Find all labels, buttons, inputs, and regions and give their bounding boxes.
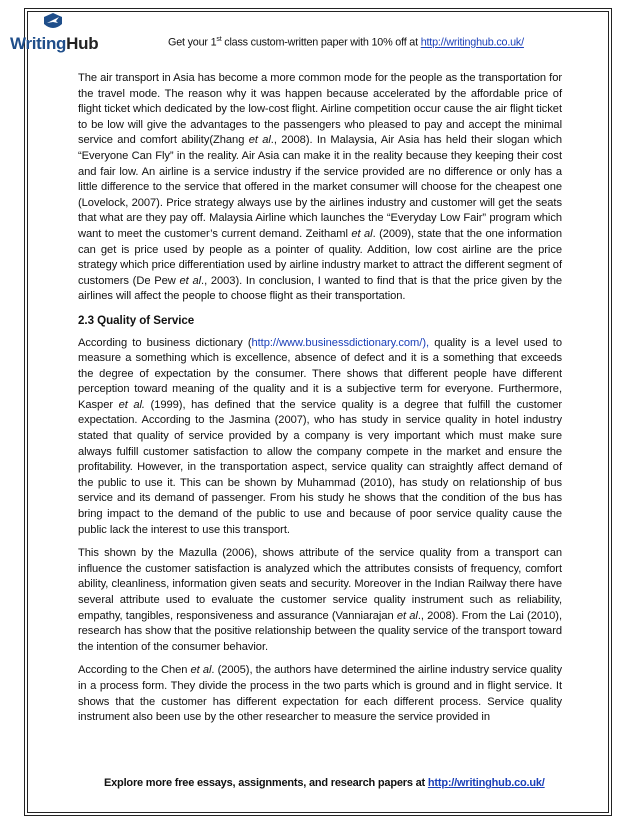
header-link[interactable]: http://writinghub.co.uk/ [420, 36, 524, 49]
paragraph-air-transport: The air transport in Asia has become a more common mode for the people as the transportation for the travel mode. The reason why it was happen because accelerated by the affordable price of flight ticket which dedicated by the low-cost flight. Airline competition occur cause the air flight ticket to be low will give the advantages to the passengers who pleased to pay and accept the minimal service and comfort ability(Zhang et al., 2008). In Malaysia, Air Asia has held their slogan which “Everyone Can Fly” in the reality. Air Asia can make it in the reality because they keeping their cost and fair low. An airline is a service industry if the service provided are no difference or only has a little difference to the service that offered in the market consumer will choose for the cheapest one (Lovelock, 2007). Price strategy always use by the airlines industry and customer will get the seats that what are they pay off. Malaysia Airline which launches the “Everyday Low Fair” program which want to meet the customer’s current demand. Zeithaml et al. (2009), state that the one information can get is price used by people as a pointer of quality. Addition, low cost airline are the price strategy which price differentiation used by airline industry market to attract the different segment of customers (De Pew et al., 2003). In conclusion, I wanted to find that is that the price given by the airlines will affect the people to choose flight as their transportation. [78, 72, 562, 303]
airplane-badge-icon [42, 12, 64, 32]
document-body [78, 71, 562, 734]
logo-wordmark: WritingHub [10, 34, 99, 53]
writinghub-logo[interactable] [8, 12, 98, 60]
paragraph-mazulla: This shown by the Mazulla (2006), shows attribute of the service quality from a transport can influence the customer satisfaction is analyzed which the attributes consists of frequency, comfort ability, cleanliness, information given seats and security. Moreover in the Indian Railway there have several attribute used to evaluate the customer service quality instrument such as reliability, empathy, tangibles, responsiveness and assurance (Vanniarajan et al., 2008). From the Lai (2010), research has show that the positive relationship between the quality service of the transport toward the intention of the consumer behavior. [78, 547, 562, 653]
paragraph-chen: According to the Chen et al. (2005), the authors have determined the airline industry service quality in a process form. They divide the process in the two parts which is ground and in flight service. It shows that the customer has different expectation for each different process. Service quality instrument also been use by the other researcher to measure the service provided in [78, 664, 563, 724]
footer-link[interactable]: http://writinghub.co.uk/ [427, 777, 545, 789]
section-heading: 2.3 Quality of Service [78, 313, 195, 327]
promo-header: Get your 1st class custom-written paper with 10% off at http://writinghub.co.uk/ [168, 36, 524, 49]
paragraph-quality-definition: According to business dictionary (http://www.businessdictionary.com/), quality is a level used to measure a something which is excellence, absence of defect and it is a something that exceeds the degree of expectation by the consumer. There shows that different people have different perception toward meaning of the quality and it is a subjective term for everyone. Furthermore, Kasper et al. (1999), has defined that the service quality is a degree that fulfill the customer expectation. According to the Jasmina (2007), who has study in service quality in hotel industry stated that quality of service provided by a company is very important which must make sure always fulfill customer satisfaction to allow the company compete in the market and ensure the profitability. However, in the transportation aspect, service quality can straightly affect demand of the public to use it. This can be shown by Muhammad (2010), has study on relationship of bus service and its demand of passenger. From his study he shows that the condition of the bus has bring impact to the demand of the public to use and because of poor service quality cause the public lack the interest to use this transport. [78, 336, 563, 536]
business-dictionary-link[interactable]: http://www.businessdictionary.com/), [251, 336, 430, 349]
promo-footer: Explore more free essays, assignments, and research papers at http://writinghub.co.uk/ [104, 777, 545, 789]
